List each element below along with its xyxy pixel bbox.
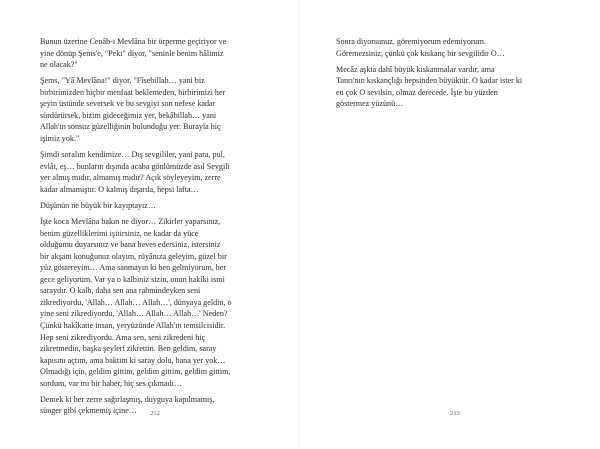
text-line: Hep seni zikrediyordu. Ama sen, seni zikredeni hiç: [40, 332, 206, 342]
text-line: işimiz yok.": [40, 133, 80, 143]
text-line: zikrediyordu, 'Allah… Allah… Allah…', dünyaya geldin, o: [40, 297, 232, 307]
text-line: bir akşam konuğunuz olayım, rüyânıza geleyim, güzel bir: [40, 251, 227, 261]
text-line: zikretmedin, başka şeyleri zikrettin. Ben geldim, saray: [40, 344, 217, 354]
text-line: Bunun üzerine Cenâb-ı Mevlâna bir ürperme geçiriyor ve: [40, 37, 227, 46]
text-line: Göremezsiniz, çünkü çok kıskanç bir sevgilidir O…: [336, 48, 505, 58]
text-line: İşte koca Mevlâna bakın ne diyor… Zikirler yaparsınız,: [40, 217, 221, 227]
paragraph: [336, 36, 566, 59]
text-line: Allah'ın sonsuz güzelliğinin bulunduğu yer. Burayla hiç: [40, 122, 221, 132]
text-line: ne olacak?": [40, 60, 78, 70]
paragraph: [336, 64, 566, 110]
right-page-text: [336, 36, 566, 114]
left-page-text: [40, 36, 276, 422]
paragraph: [40, 216, 276, 389]
text-line: Şimdi soralım kendimize… Dış sevgililer, yani para, pul,: [40, 150, 225, 160]
text-line: gece geliyorum. Var ya o kalbiniz sizin, onun hakîki ismi: [40, 274, 225, 284]
text-line: kapısını açtım, ama baktım ki saray dolu, bana yer yok…: [40, 355, 226, 365]
paragraph: [40, 75, 276, 144]
text-line: benim güzelliklerimi işitirsiniz, ne kadar da yüce: [40, 228, 199, 238]
text-line: Demek ki her zerre sağırlaşmış, duyguya kapılmamış,: [40, 394, 215, 404]
paragraph: [40, 36, 276, 71]
right-page-number: 213: [450, 410, 460, 417]
text-line: Sonra diyorsunuz, göremiyorum edemiyorum.: [336, 37, 486, 46]
text-line: sünger gibi çekmemiş içine…: [40, 406, 137, 416]
text-line: Tanrı'nın kıskançlığı hepsinden büyüktür. O kadar ister ki: [336, 76, 523, 86]
text-line: evlât, eş… bunların dışında acaba gönlümüzde asıl Sevgili: [40, 161, 230, 171]
text-line: yer almış mıdır, almamış mıdır? Açık söyleyeyim, zerre: [40, 173, 221, 183]
left-page-number: 212: [150, 410, 160, 417]
text-line: kadar almamıştır. O kalmış dışarda, hepsi lafta…: [40, 184, 199, 194]
text-line: yüz göstereyim… Ama sanmayın ki ben gelmiyorum, her: [40, 263, 227, 273]
text-line: göstermez yüzünü…: [336, 99, 404, 109]
text-line: Çünkü hakîkatte insan, yeryüzünde Allah'ın temsilcisidir.: [40, 320, 226, 330]
paragraph: [40, 200, 276, 212]
text-line: Düşünün ne büyük bir kayıptayız…: [40, 200, 156, 210]
text-line: Şems, "Yâ Mevlâna!" diyor, "Fîsebillah… yani biz: [40, 76, 205, 86]
text-line: şeyin üstünde seversek ve bu sevgiyi son nefese kadar: [40, 99, 216, 109]
text-line: sürdürürsek, bizim gideceğimiz yer, bekâbillah… yani: [40, 110, 217, 120]
text-line: sordum, var mı bir haber, hiç ses çıkmadı…: [40, 378, 182, 388]
paragraph: [40, 149, 276, 195]
text-line: yine dönüp Şems'e, "Peki" diyor, "seninle benim hâlimiz: [40, 48, 224, 58]
text-line: birbirimizden hiçbir menfaat beklemeden, birbirimizi her: [40, 87, 226, 97]
right-page: [300, 0, 600, 449]
text-line: yine seni zikrediyordu, 'Allah… Allah… Allah…' Neden?: [40, 309, 228, 319]
text-line: Mecâz aşkta dahî büyük kıskanmalar vardır, ama: [336, 64, 495, 74]
text-line: en çok O sevilsin, olmaz derecede. İşte bu yüzden: [336, 87, 498, 97]
text-line: olduğumu duyarsınız ve bana heves edersiniz, istersiniz: [40, 240, 221, 250]
text-line: saraydır. O kalb, daha sen ana rahmindeyken seni: [40, 286, 201, 296]
text-line: Olmadığı için, geldim gittim, geldim gittim, geldim gittim,: [40, 367, 231, 377]
